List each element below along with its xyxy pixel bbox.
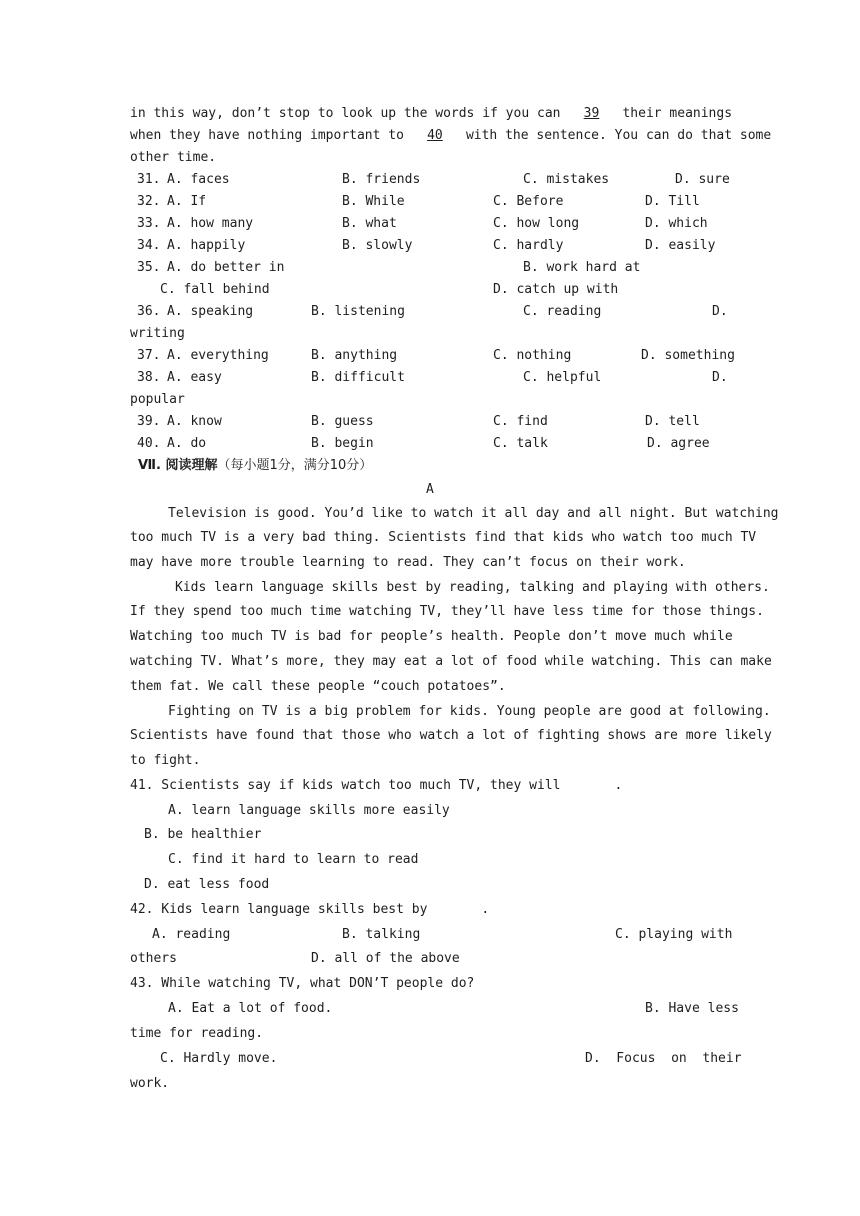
q41-option-b: B. be healthier (144, 827, 262, 842)
question-number: 32. (137, 194, 161, 209)
option-d: D. catch up with (493, 282, 619, 297)
option-b: B. anything (311, 348, 398, 363)
option-d: D. tell (645, 414, 700, 429)
option-a: A. happily (167, 238, 246, 253)
option-c: C. reading (523, 304, 602, 319)
question-number: 34. (137, 238, 161, 253)
option-row-31 (130, 170, 731, 190)
q43-options-row-2 (130, 1049, 742, 1069)
blank-39: 39 (583, 106, 600, 121)
q41-option-c: C. find it hard to learn to read (168, 852, 419, 867)
passage-line-3: other time. (130, 150, 217, 165)
passage-a-line: Kids learn language skills best by reading, talking and playing with others. (175, 580, 770, 595)
q42-option-c-wrap: others (130, 951, 177, 966)
passage-line-1 (130, 104, 731, 124)
question-number: 37. (137, 348, 161, 363)
option-row-36 (130, 302, 731, 322)
option-b: B. guess (311, 414, 374, 429)
option-b: B. While (342, 194, 405, 209)
option-c: C. how long (493, 216, 580, 231)
option-a: A. speaking (167, 304, 254, 319)
text: 41. Scientists say if kids watch too much TV, they will (130, 778, 561, 793)
question-41-stem (130, 776, 622, 796)
option-d: D. which (645, 216, 708, 231)
option-row-35 (130, 258, 731, 278)
option-d: D. easily (645, 238, 716, 253)
text: when they have nothing important to (130, 128, 404, 143)
option-b: B. work hard at (523, 260, 641, 275)
option-d: D. sure (675, 172, 730, 187)
q43-option-b: B. Have less (645, 1001, 739, 1016)
option-b: B. difficult (311, 370, 405, 385)
option-c: C. hardly (493, 238, 564, 253)
option-a: A. know (167, 414, 222, 429)
blank-40: 40 (427, 128, 443, 143)
text: 42. Kids learn language skills best by (130, 902, 428, 917)
q43-option-d: D. Focus on their (585, 1051, 742, 1066)
option-row-34 (130, 236, 731, 256)
question-43-stem: 43. While watching TV, what DON’T people do? (130, 976, 475, 991)
option-c: C. find (493, 414, 548, 429)
option-b: B. listening (311, 304, 405, 319)
question-number: 39. (137, 414, 161, 429)
option-a: A. If (167, 194, 207, 209)
q42-option-d: D. all of the above (311, 951, 460, 966)
q41-option-d: D. eat less food (144, 877, 270, 892)
option-d: D. Till (645, 194, 700, 209)
text: in this way, don’t stop to look up the words if you can (130, 106, 561, 121)
option-a: A. faces (167, 172, 230, 187)
q43-option-c: C. Hardly move. (160, 1051, 278, 1066)
passage-a-line: Scientists have found that those who watch a lot of fighting shows are more likely (130, 728, 772, 743)
q43-option-b-wrap: time for reading. (130, 1026, 264, 1041)
option-row-38-wrap: popular (130, 392, 185, 407)
question-number: 35. (137, 260, 161, 275)
option-row-40 (130, 434, 731, 454)
option-b: B. begin (311, 436, 374, 451)
option-a: A. everything (167, 348, 269, 363)
passage-a-line: Watching too much TV is bad for people’s health. People don’t move much while (130, 629, 733, 644)
question-42-stem (130, 900, 489, 920)
option-d: D. (712, 304, 728, 319)
option-d: D. (712, 370, 728, 385)
passage-a-line (168, 504, 779, 524)
option-d: D. something (641, 348, 735, 363)
option-row-32 (130, 192, 731, 212)
passage-a-line: may have more trouble learning to read. They can’t focus on their work. (130, 555, 686, 570)
section-title: Ⅶ. 阅读理解 (138, 458, 218, 473)
question-number: 40. (137, 436, 161, 451)
q41-option-a: A. learn language skills more easily (168, 803, 450, 818)
option-a: A. do (167, 436, 207, 451)
option-row-38 (130, 368, 731, 388)
option-c: C. talk (493, 436, 548, 451)
option-c: C. mistakes (523, 172, 610, 187)
question-number: 31. (137, 172, 161, 187)
text: Television is good. You’d like to watch it all day and all night. But watching (168, 506, 779, 521)
option-a: A. do better in (167, 260, 285, 275)
passage-a-line: them fat. We call these people “couch potatoes”. (130, 679, 506, 694)
passage-a-line: too much TV is a very bad thing. Scientists find that kids who watch too much TV (130, 530, 757, 545)
passage-a-line: If they spend too much time watching TV, they’ll have less time for those things. (130, 604, 764, 619)
option-c: C. helpful (523, 370, 602, 385)
passage-a-line: watching TV. What’s more, they may eat a lot of food while watching. This can make (130, 654, 772, 669)
option-c: C. nothing (493, 348, 572, 363)
option-c: C. fall behind (160, 282, 270, 297)
q43-option-d-wrap: work. (130, 1076, 170, 1091)
text: their meanings (622, 106, 733, 121)
option-d: D. agree (647, 436, 710, 451)
passage-a-line: to fight. (130, 753, 201, 768)
text: . (481, 902, 490, 917)
q43-options-row (130, 999, 739, 1019)
passage-label: A (426, 482, 434, 497)
text: . (614, 778, 623, 793)
option-a: A. how many (167, 216, 254, 231)
option-b: B. slowly (342, 238, 413, 253)
q42-options-row (130, 925, 731, 945)
question-number: 38. (137, 370, 161, 385)
option-row-36-wrap: writing (130, 326, 185, 341)
option-c: C. Before (493, 194, 564, 209)
option-row-33 (130, 214, 731, 234)
option-a: A. easy (167, 370, 222, 385)
text: with the sentence. You can do that some (465, 128, 772, 143)
q43-option-a: A. Eat a lot of food. (168, 1001, 333, 1016)
option-row-35-cont (130, 280, 731, 300)
passage-a-line: Fighting on TV is a big problem for kids. Young people are good at following. (168, 704, 771, 719)
q42-options-row-2 (130, 949, 731, 969)
q42-option-b: B. talking (342, 927, 421, 942)
passage-line-2 (130, 126, 771, 146)
q42-option-a: A. reading (152, 927, 231, 942)
section-note: （每小题1分，满分10分） (217, 458, 373, 473)
section-heading (138, 456, 372, 476)
option-row-39 (130, 412, 731, 432)
option-b: B. friends (342, 172, 421, 187)
question-number: 33. (137, 216, 161, 231)
option-row-37 (130, 346, 735, 366)
q42-option-c: C. playing with (615, 927, 733, 942)
question-number: 36. (137, 304, 161, 319)
option-b: B. what (342, 216, 397, 231)
